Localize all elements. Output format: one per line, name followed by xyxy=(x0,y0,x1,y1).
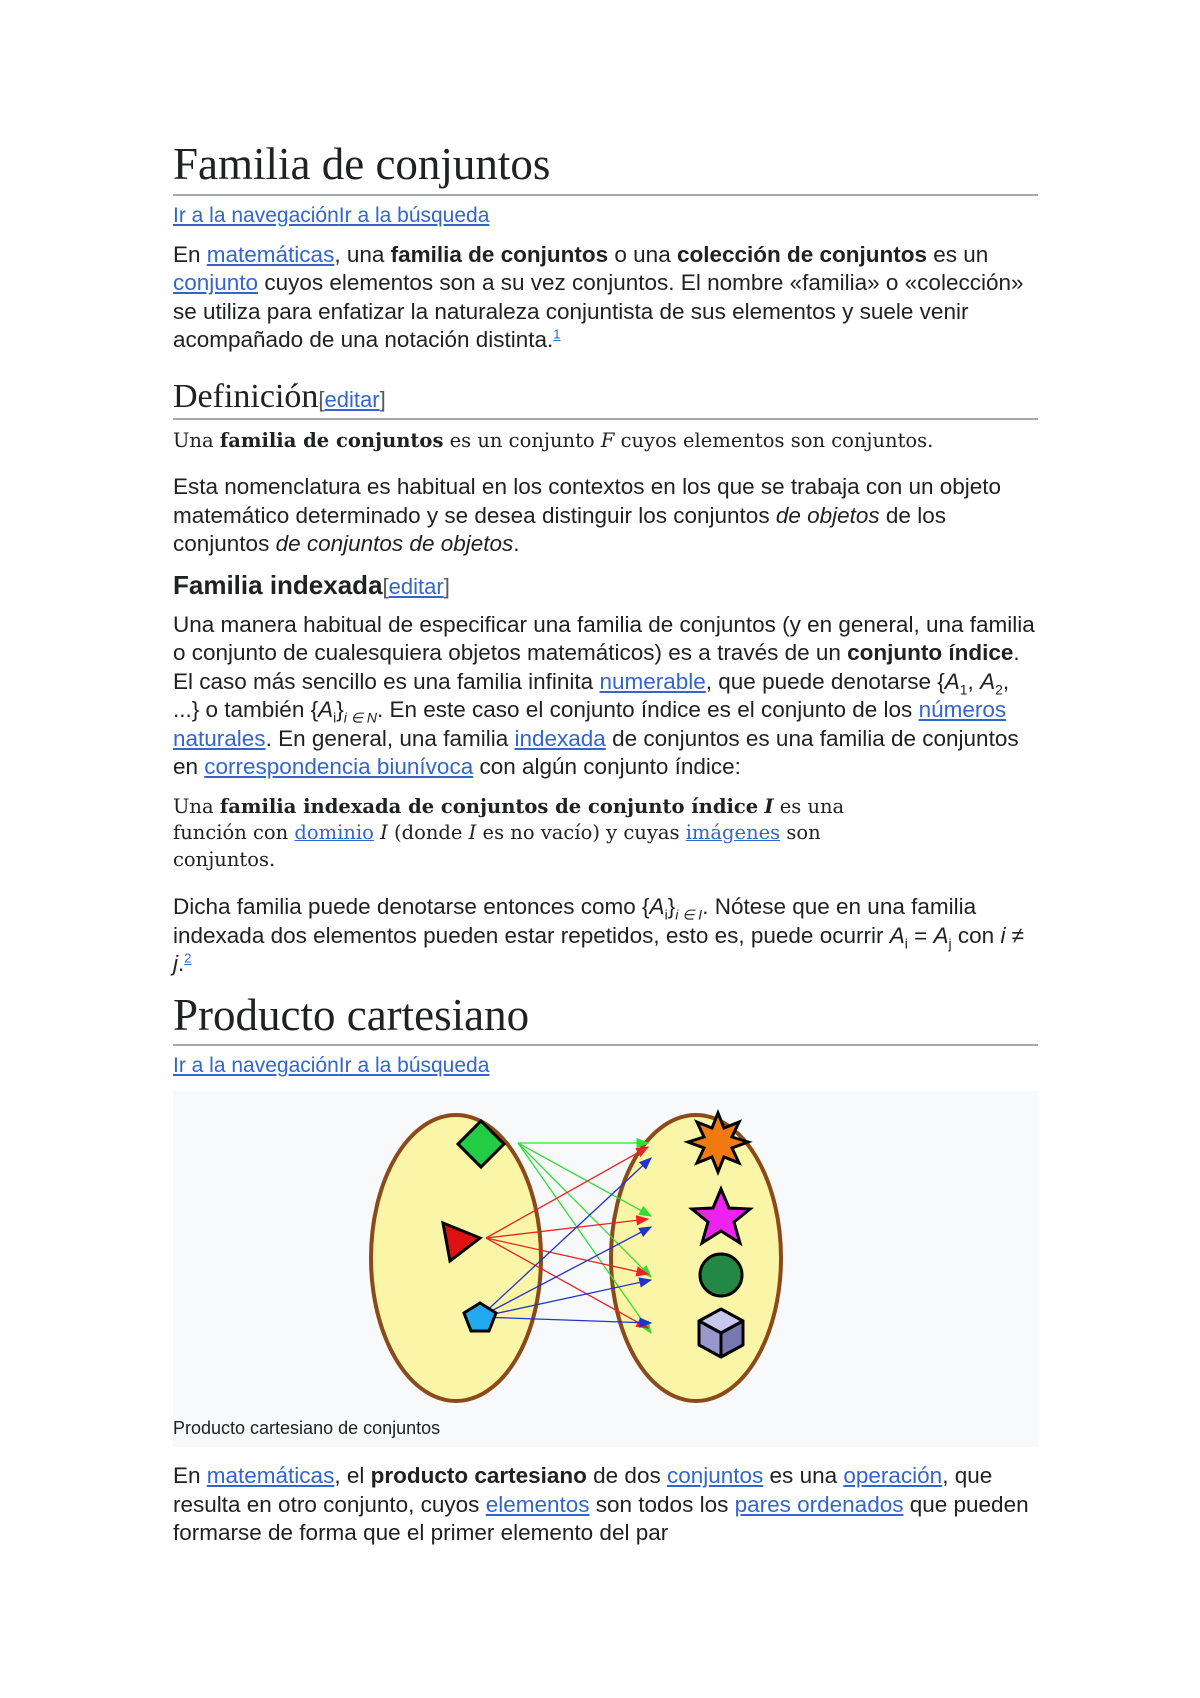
section-heading-familia-indexada: Familia indexada[editar] xyxy=(173,569,450,600)
indexada-paragraph-1: Una manera habitual de especificar una familia de conjuntos (y en general, una familia o conjunto de cualesquiera objetos matemáticos) es a través de un conjunto índice. El caso más sencillo es una familia infinita numerable, que puede denotarse {$A_1$, $A_2$, ...} o también $\{A_i\}_{i \in N}$. En este caso el conjunto índice es el conjunto de los números naturales. En general, una familia indexada de conjuntos es una familia de conjuntos en correspondencia biunívoca con algún conjunto índice: xyxy=(173,611,1035,780)
link-indexada[interactable]: indexada xyxy=(514,725,606,751)
jump-to-navigation-link-2[interactable]: Ir a la navegación xyxy=(173,1054,339,1078)
link-dominio[interactable]: dominio xyxy=(294,821,374,845)
jump-links xyxy=(173,202,1038,229)
section-heading-definicion: Definición[editar] xyxy=(173,377,1038,420)
link-elementos[interactable]: elementos xyxy=(485,1491,590,1517)
link-conjunto[interactable]: conjunto xyxy=(173,270,259,296)
link-operacion[interactable]: operación xyxy=(843,1463,943,1489)
link-numeros-naturales[interactable]: números naturales xyxy=(173,697,1007,751)
link-conjuntos[interactable]: conjuntos xyxy=(666,1463,764,1489)
reference-2[interactable]: 2 xyxy=(184,950,192,966)
reference-1[interactable]: 1 xyxy=(553,326,561,342)
orange-star-icon xyxy=(688,1113,748,1172)
indexada-paragraph-2: Dicha familia puede denotarse entonces como $\{A_i\}_{i \in I}$. Nótese que en una familia indexada dos elementos pueden estar repetidos, esto es, puede ocurrir $A_i = A_j$ con i ≠ j.$^2$ xyxy=(173,894,1025,977)
indexada-definition-block: Una familia indexada de conjuntos de conjunto índice I es una función con dominio I (donde I es no vacío) y cuyas imágenes son conjuntos. xyxy=(173,794,845,871)
cube-icon xyxy=(699,1309,743,1357)
producto-cartesiano-paragraph: En matemáticas, el producto cartesiano de dos conjuntos es una operación, que resulta en otro conjunto, cuyos elementos son todos los pares ordenados que pueden formarse de forma que el primer elemento del par xyxy=(173,1463,1029,1546)
jump-to-navigation-link[interactable]: Ir a la navegación xyxy=(173,203,339,227)
edit-familia-indexada-link[interactable]: editar xyxy=(388,573,444,599)
jump-to-search-link-2[interactable]: Ir a la búsqueda xyxy=(338,1054,490,1078)
edit-section: [editar] xyxy=(318,386,386,412)
definicion-paragraph: Esta nomenclatura es habitual en los contextos en los que se trabaja con un objeto matemático determinado y se desea distinguir los conjuntos de objetos de los conjuntos de conjuntos de objetos. xyxy=(173,474,1002,557)
link-correspondencia-biunivoca[interactable]: correspondencia biunívoca xyxy=(204,754,474,780)
link-pares-ordenados[interactable]: pares ordenados xyxy=(734,1491,904,1517)
figure-cartesian-product xyxy=(173,1091,1038,1447)
jump-to-search-link[interactable]: Ir a la búsqueda xyxy=(338,203,490,227)
page-title: Familia de conjuntos xyxy=(173,140,1038,196)
link-matematicas[interactable]: matemáticas xyxy=(206,241,335,267)
link-matematicas-2[interactable]: matemáticas xyxy=(206,1463,335,1489)
jump-links-2 xyxy=(173,1052,1038,1079)
cartesian-product-diagram xyxy=(173,1091,1038,1411)
link-imagenes[interactable]: imágenes xyxy=(685,821,781,845)
intro-paragraph: En matemáticas, una familia de conjuntos o una colección de conjuntos es un conjunto cuyos elementos son a su vez conjuntos. El nombre «familia» o «colección» se utiliza para enfatizar la naturaleza conjuntista de sus elementos y suele venir acompañado de una notación distinta.$^1$ xyxy=(173,241,1024,353)
definition-block: Una familia de conjuntos es un conjunto F cuyos elementos son conjuntos. xyxy=(173,428,934,452)
edit-definicion-link[interactable]: editar xyxy=(324,386,380,412)
article-content xyxy=(173,140,1038,1548)
page-title-producto-cartesiano: Producto cartesiano xyxy=(173,991,1038,1047)
circle-icon xyxy=(700,1254,742,1296)
figure-caption: Producto cartesiano de conjuntos xyxy=(173,1418,441,1439)
link-numerable[interactable]: numerable xyxy=(599,668,706,694)
set-b-ellipse xyxy=(611,1115,781,1401)
edit-section: [editar] xyxy=(382,573,450,599)
